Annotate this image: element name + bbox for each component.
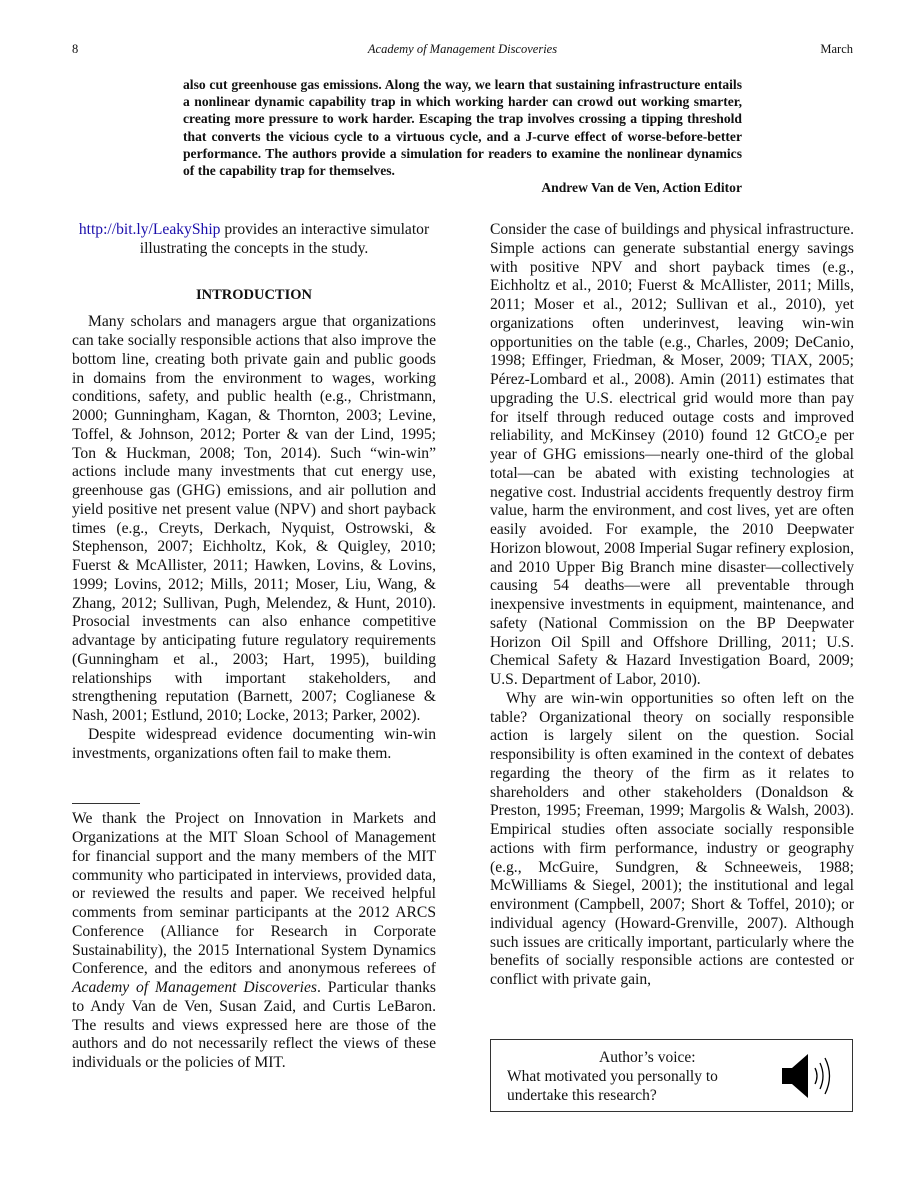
abstract-text: also cut greenhouse gas emissions. Along the way, we learn that sustaining infrastructure entails a nonlinear dynamic capability trap in which working harder can crowd out working smarter, creating more pressure to work harder. Escaping the trap involves crossing a tipping threshold that converts the vicious cycle to a virtuous cycle, and a J-curve effect of worse-before-better performance. The authors provide a simulation for readers to examine the nonlinear dynamics of the capability trap for themselves. bbox=[183, 77, 742, 179]
paragraph: Many scholars and managers argue that organizations can take socially responsible actions that also improve the bottom line, creating both private gain and public goods in domains from the environment to wages, working conditions, safety, and public health (e.g., Christmann, 2000; Gunningham, Kagan, & Thornton, 2003; Levine, Toffel, & Johnson, 2012; Porter & van der Lind, 1995; Ton & Huckman, 2008; Ton, 2014). Such “win-win” actions include many investments that cut energy use, greenhouse gas (GHG) emissions, and air pollution and yield positive net present value (NPV) and short payback times (e.g., Creyts, Derkach, Nyquist, Ostrowski, & Stephenson, 2007; Eichholtz, Kok, & Quigley, 2010; Fuerst & McAllister, 2011; Hawken, Lovins, & Lovins, 1999; Lovins, 2012; Mills, 2011; Moser, Liu, Wang, & Zhang, 2012; Sullivan, Pugh, Melendez, & Hunt, 2010). Prosocial investments can also enhance competitive advantage by anticipating future regulatory requirements (Gunningham et al., 2003; Hart, 1995), building relationships with important stakeholders, and strengthening reputation (Barnett, 2007; Coglianese & Nash, 2001; Estlund, 2010; Locke, 2013; Parker, 2002). bbox=[72, 313, 436, 724]
paragraph: Consider the case of buildings and physical infrastructure. Simple actions can generate substantial energy savings with positive NPV and short payback times (e.g., Eichholtz et al., 2010; Fuerst & McAllister, 2011; Mills, 2011; Moser et al., 2012; Sullivan et al., 2010), yet organizations often underinvest, leaving win-win opportunities on the table (e.g., Charles, 2009; DeCanio, 1998; Effinger, Friedman, & Moser, 2009; TIAX, 2005; Pérez-Lombard et al., 2008). Amin (2011) estimates that upgrading the U.S. electrical grid would more than pay for itself through reduced outage costs and improved reliability, and McKinsey (2010) found 12 GtCO₂e per year of GHG emissions—nearly one-third of the global total—can be abated with existing technologies at negative cost. Industrial accidents frequently destroy firm value, harm the environment, and cost lives, yet are often easily avoided. For example, the 2010 Deepwater Horizon blowout, 2008 Imperial Sugar refinery explosion, and 2010 Upper Big Branch mine disaster—collectively causing 54 deaths—were all preventable through inexpensive investments in equipment, maintenance, and safety (National Commission on the BP Deepwater Horizon Oil Spill and Offshore Drilling, 2011; U.S. Chemical Safety & Hazard Investigation Board, 2009; U.S. Department of Labor, 2010). bbox=[490, 221, 854, 688]
issue-month: March bbox=[820, 42, 853, 56]
simulator-link[interactable]: http://bit.ly/LeakyShip bbox=[78, 221, 221, 238]
footnote-divider bbox=[72, 803, 140, 804]
author-voice-title: Author’s voice: bbox=[599, 1049, 696, 1066]
abstract bbox=[183, 76, 742, 196]
page-number: 8 bbox=[72, 42, 79, 56]
footnote-text-end: . Particular thanks to Andy Van de Ven, Susan Zaid, and Curtis LeBaron. The results and views expressed here are those of the authors and do not necessarily reflect the views of these individuals or the policies of MIT. bbox=[72, 979, 436, 1071]
footnote bbox=[72, 810, 436, 1073]
footnote-journal: Academy of Management Discoveries bbox=[72, 979, 317, 996]
paragraph: Why are win-win opportunities so often left on the table? Organizational theory on socially responsible action is largely silent on the question. Social responsibility is often examined in the context of debates regarding the theory of the firm as it relates to shareholders and other stakeholders (Donaldson & Preston, 1995; Freeman, 1999; Margolis & Walsh, 2003). Empirical studies often associate socially responsible actions with firm performance, industry or geography (e.g., McGuire, Sundgren, & Schneeweis, 1988; McWilliams & Siegel, 2001); the institutional and legal environment (Campbell, 2007; Short & Toffel, 2010); or individual agency (Howard-Grenville, 2007). Although such issues are critically important, particularly where the benefits of socially responsible actions are contested or conflict with private gain, bbox=[490, 689, 854, 988]
paragraph: Despite widespread evidence documenting win-win investments, organizations often fail to make them. bbox=[72, 725, 436, 762]
simulator-text: provides an interactive simulator illustrating the concepts in the study. bbox=[139, 221, 430, 257]
author-voice-box[interactable] bbox=[490, 1039, 853, 1112]
simulator-note bbox=[72, 221, 436, 259]
journal-title: Academy of Management Discoveries bbox=[367, 42, 558, 56]
author-voice-question: What motivated you personally to undertake this research? bbox=[507, 1068, 718, 1104]
section-heading: INTRODUCTION bbox=[195, 286, 312, 303]
action-editor: Andrew Van de Ven, Action Editor bbox=[541, 180, 742, 196]
left-column bbox=[72, 221, 436, 1073]
footnote-text: We thank the Project on Innovation in Markets and Organizations at the MIT Sloan School of Management for financial support and the many members of the MIT community who participated in interviews, provided data, or reviewed the results and paper. We received helpful comments from seminar participants at the 2012 ARCS Conference (Alliance for Research in Corporate Sustainability), the 2015 International System Dynamics Conference, and the editors and anonymous referees of bbox=[72, 810, 436, 978]
running-head bbox=[72, 42, 853, 58]
right-column bbox=[490, 221, 854, 990]
speaker-icon[interactable] bbox=[780, 1052, 838, 1100]
